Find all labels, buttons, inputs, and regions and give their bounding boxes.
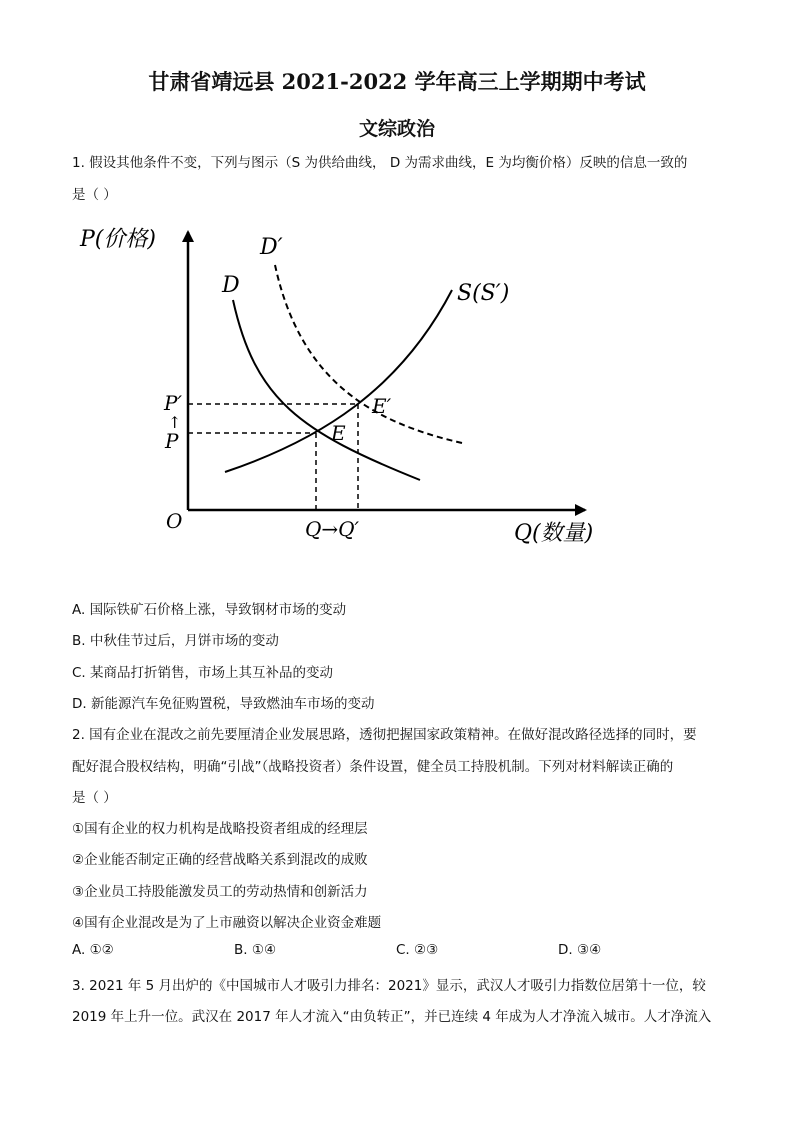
q2-option-b: B. ①④ (234, 942, 277, 958)
x-axis-label: Q(数量) (514, 521, 594, 546)
q3-stem-line-1: 3. 2021 年 5 月出炉的《中国城市人才吸引力排名：2021》显示，武汉人才吸引力指数位居第十一位，较 (72, 978, 706, 994)
supply-demand-figure (70, 218, 630, 558)
y-axis-label: P(价格) (80, 227, 156, 252)
q2-stem-line-3: 是（ ） (72, 790, 117, 806)
d-label: D (222, 273, 240, 298)
q1-option-b: B. 中秋佳节过后，月饼市场的变动 (72, 633, 279, 649)
q2-item-1: ①国有企业的权力机构是战略投资者组成的经理层 (72, 821, 368, 837)
s-label: S(S′) (457, 281, 510, 306)
d-prime-label: D′ (260, 235, 283, 260)
q1-stem-line-2: 是（ ） (72, 187, 117, 203)
q2-option-d: D. ③④ (558, 942, 602, 958)
p-label: P (165, 429, 179, 453)
demand-curve-d (233, 300, 420, 480)
demand-curve-d-prime (275, 265, 462, 443)
p-prime-label: P′ (164, 391, 182, 415)
q1-option-d: D. 新能源汽车免征购置税，导致燃油车市场的变动 (72, 696, 375, 712)
e-prime-label: E′ (372, 394, 392, 418)
q2-stem-line-1: 2. 国有企业在混改之前先要厘清企业发展思路，透彻把握国家政策精神。在做好混改路径选择的同时，要 (72, 727, 697, 743)
up-arrow-label: ↑ (168, 413, 182, 432)
q1-stem-line-1: 1. 假设其他条件不变，下列与图示（S 为供给曲线， D 为需求曲线，E 为均衡价格）反映的信息一致的 (72, 155, 688, 171)
q2-option-c: C. ②③ (396, 942, 439, 958)
page-subtitle: 文综政治 (358, 118, 435, 140)
e-label: E (331, 421, 346, 445)
q2-item-2: ②企业能否制定正确的经营战略关系到混改的成败 (72, 852, 368, 868)
q2-item-3: ③企业员工持股能激发员工的劳动热情和创新活力 (72, 884, 368, 900)
q2-option-a: A. ①② (72, 942, 114, 958)
q-shift-label: Q→Q′ (305, 517, 360, 541)
q1-option-c: C. 某商品打折销售，市场上其互补品的变动 (72, 665, 334, 681)
q2-item-4: ④国有企业混改是为了上市融资以解决企业资金难题 (72, 915, 382, 931)
origin-label: O (166, 509, 183, 533)
q1-option-a: A. 国际铁矿石价格上涨，导致钢材市场的变动 (72, 602, 347, 618)
q2-stem-line-2: 配好混合股权结构，明确“引战”（战略投资者）条件设置，健全员工持股机制。下列对材料解读正确的 (72, 759, 674, 775)
page-title: 甘肃省靖远县 2021-2022 学年高三上学期期中考试 (148, 69, 646, 94)
q3-stem-line-2: 2019 年上升一位。武汉在 2017 年人才流入“由负转正”，并已连续 4 年成为人才净流入城市。人才净流入 (72, 1009, 712, 1025)
